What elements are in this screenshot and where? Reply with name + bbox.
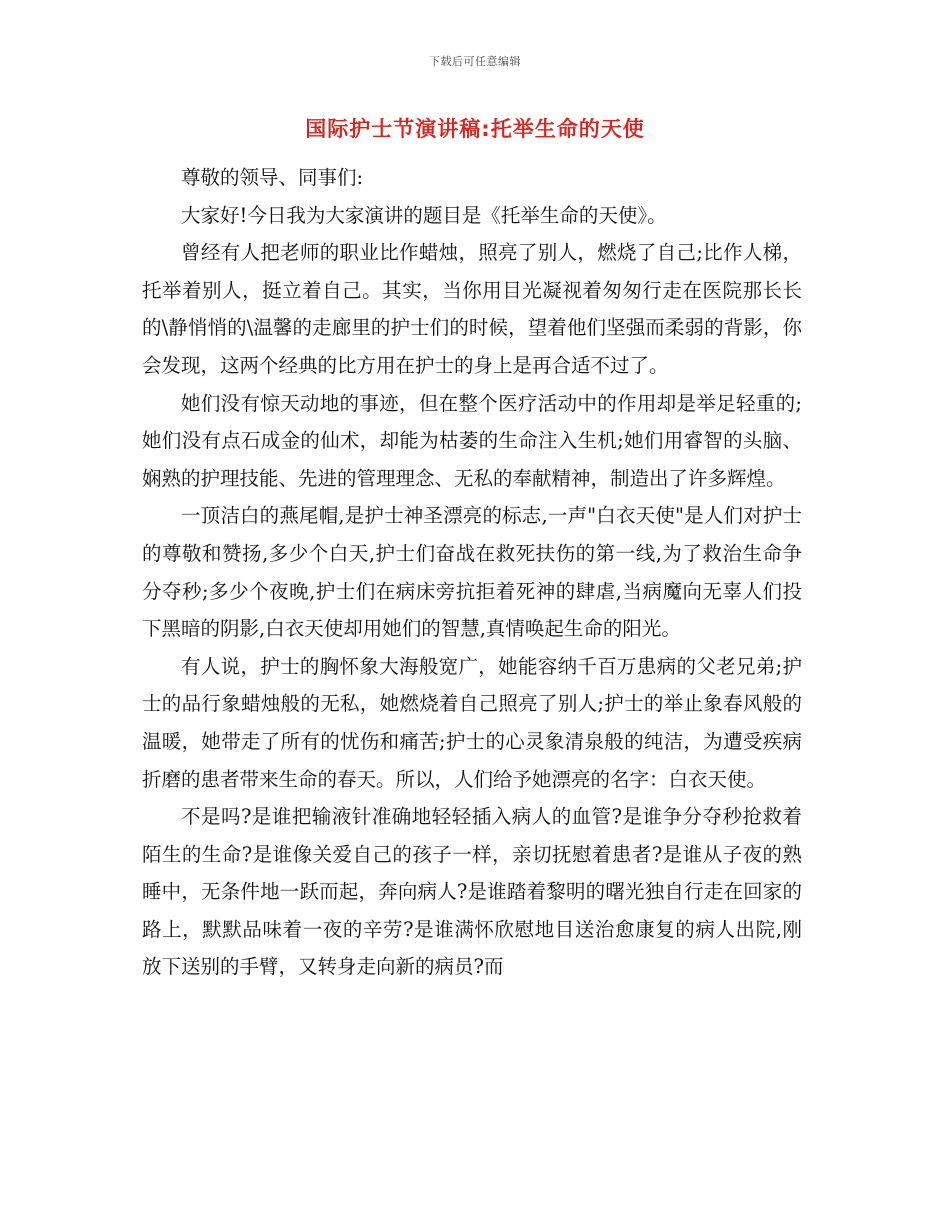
paragraph-intro: 大家好!今日我为大家演讲的题目是《托举生命的天使》。 bbox=[181, 203, 667, 227]
paragraph: 不是吗?是谁把输液针准确地轻轻插入病人的血管?是谁争分夺秒抢救着陌生的生命?是谁像关爱自己的孩子一样，亲切抚慰着患者?是谁从子夜的熟睡中，无条件地一跃而起，奔向病人?是谁踏着黎明的曙光独自行走在回家的路上，默默品味着一夜的辛劳?是谁满怀欣慰地目送治愈康复的病人出院,刚放下送别的手臂，又转身走向新的病员?而 bbox=[142, 805, 802, 979]
paragraph: 有人说，护士的胸怀象大海般宽广，她能容纳千百万患病的父老兄弟;护士的品行象蜡烛般的无私，她燃烧着自己照亮了别人;护士的举止象春风般的温暖，她带走了所有的忧伤和痛苦;护士的心灵象清泉般的纯洁，为遭受疾病折磨的患者带来生命的春天。所以，人们给予她漂亮的名字：白衣天使。 bbox=[142, 654, 802, 791]
header-note: 下载后可任意编辑 bbox=[429, 55, 521, 68]
document-body bbox=[142, 159, 802, 986]
paragraph: 她们没有惊天动地的事迹，但在整个医疗活动中的作用却是举足轻重的;她们没有点石成金的仙术，却能为枯萎的生命注入生机;她们用睿智的头脑、娴熟的护理技能、先进的管理理念、无私的奉献精神，制造出了许多辉煌。 bbox=[142, 391, 802, 490]
document-title: 国际护士节演讲稿:托举生命的天使 bbox=[305, 117, 645, 141]
paragraph-greeting: 尊敬的领导、同事们: bbox=[181, 166, 364, 189]
paragraph: 一顶洁白的燕尾帽,是护士神圣漂亮的标志,一声"白衣天使"是人们对护士的尊敬和赞扬,多少个白天,护士们奋战在救死扶伤的第一线,为了救治生命争分夺秒;多少个夜晚,护士们在病床旁抗拒着死神的肆虐,当病魔向无辜人们投下黑暗的阴影,白衣天使却用她们的智慧,真情唤起生命的阳光。 bbox=[142, 504, 802, 641]
paragraph: 曾经有人把老师的职业比作蜡烛，照亮了别人，燃烧了自己;比作人梯，托举着别人，挺立着自己。其实，当你用目光凝视着匆匆行走在医院那长长的\静悄悄的\温馨的走廊里的护士们的时候，望着他们坚强而柔弱的背影，你会发现，这两个经典的比方用在护士的身上是再合适不过了。 bbox=[142, 241, 802, 377]
